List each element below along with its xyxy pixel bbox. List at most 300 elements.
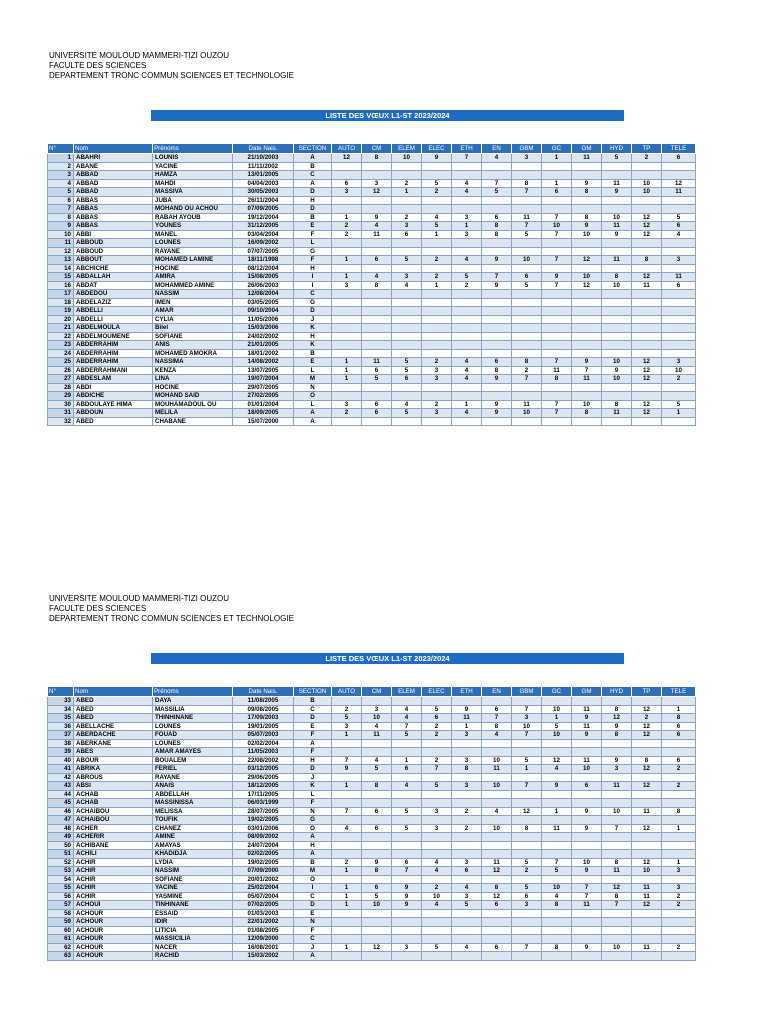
- cell-auto: [332, 833, 362, 842]
- cell-last-name: ACHIR: [74, 892, 153, 901]
- cell-section: I: [294, 884, 332, 893]
- cell-eth: [452, 935, 482, 944]
- cell-cm: 11: [362, 230, 392, 239]
- cell-gc: 11: [542, 366, 572, 375]
- cell-hyd: [602, 162, 632, 171]
- cell-hyd: 7: [602, 901, 632, 910]
- cell-index: 19: [48, 307, 74, 316]
- cell-hyd: 10: [602, 358, 632, 367]
- cell-eth: [452, 417, 482, 426]
- cell-first-name: KENZA: [153, 366, 233, 375]
- cell-gbm: [512, 332, 542, 341]
- cell-elec: 4: [422, 213, 452, 222]
- cell-gm: 9: [572, 222, 602, 231]
- cell-index: 7: [48, 205, 74, 214]
- table-row: [48, 417, 696, 426]
- cell-eth: [452, 341, 482, 350]
- cell-gc: [542, 341, 572, 350]
- cell-elem: [392, 315, 422, 324]
- cell-birth-date: 15/03/2002: [233, 952, 294, 961]
- cell-last-name: ABANE: [74, 162, 153, 171]
- cell-gc: [542, 196, 572, 205]
- cell-tele: 6: [662, 154, 696, 163]
- cell-last-name: ACHOUR: [74, 935, 153, 944]
- cell-section: L: [294, 239, 332, 248]
- cell-auto: [332, 332, 362, 341]
- cell-hyd: 11: [602, 256, 632, 265]
- cell-cm: 12: [362, 943, 392, 952]
- cell-eth: [452, 298, 482, 307]
- cell-auto: [332, 324, 362, 333]
- cell-birth-date: 22/01/2002: [233, 918, 294, 927]
- cell-eth: 3: [452, 892, 482, 901]
- column-header-elem: ELEM: [392, 144, 422, 154]
- cell-auto: [332, 417, 362, 426]
- cell-last-name: ACHIR: [74, 858, 153, 867]
- cell-first-name: IDIR: [153, 918, 233, 927]
- cell-en: [482, 349, 512, 358]
- cell-en: 7: [482, 714, 512, 723]
- cell-elec: 3: [422, 807, 452, 816]
- cell-tele: 12: [662, 179, 696, 188]
- cell-auto: [332, 307, 362, 316]
- cell-section: C: [294, 290, 332, 299]
- cell-elem: 9: [392, 892, 422, 901]
- cell-hyd: 8: [602, 273, 632, 282]
- cell-hyd: [602, 315, 632, 324]
- cell-index: 1: [48, 154, 74, 163]
- cell-gc: 8: [542, 901, 572, 910]
- wishes-table: [47, 686, 696, 961]
- cell-cm: [362, 926, 392, 935]
- cell-gm: [572, 247, 602, 256]
- cell-gm: [572, 417, 602, 426]
- cell-hyd: [602, 196, 632, 205]
- cell-gm: 8: [572, 409, 602, 418]
- cell-cm: 5: [362, 375, 392, 384]
- cell-tp: 12: [632, 230, 662, 239]
- cell-auto: [332, 816, 362, 825]
- cell-birth-date: 11/05/2003: [233, 748, 294, 757]
- cell-gbm: [512, 799, 542, 808]
- table-row: [48, 196, 696, 205]
- cell-gm: 6: [572, 782, 602, 791]
- cell-en: 9: [482, 409, 512, 418]
- cell-auto: [332, 935, 362, 944]
- cell-hyd: [602, 417, 632, 426]
- cell-elem: [392, 841, 422, 850]
- cell-gc: 10: [542, 731, 572, 740]
- cell-auto: 1: [332, 884, 362, 893]
- cell-tp: [632, 799, 662, 808]
- cell-cm: [362, 205, 392, 214]
- cell-section: D: [294, 765, 332, 774]
- cell-gc: [542, 349, 572, 358]
- cell-en: [482, 739, 512, 748]
- cell-gc: 8: [542, 375, 572, 384]
- cell-elem: 1: [392, 756, 422, 765]
- cell-tele: [662, 332, 696, 341]
- cell-gbm: [512, 349, 542, 358]
- cell-tele: 11: [662, 188, 696, 197]
- cell-first-name: MOHAMMED AMINE: [153, 281, 233, 290]
- cell-index: 57: [48, 901, 74, 910]
- cell-index: 18: [48, 298, 74, 307]
- cell-gc: 10: [542, 884, 572, 893]
- cell-first-name: YACINE: [153, 884, 233, 893]
- cell-first-name: AMINE: [153, 833, 233, 842]
- column-header-gbm: GBM: [512, 144, 542, 154]
- cell-tele: [662, 171, 696, 180]
- cell-gc: [542, 739, 572, 748]
- cell-birth-date: 25/02/2004: [233, 884, 294, 893]
- cell-tele: [662, 790, 696, 799]
- cell-last-name: ABBOUT: [74, 256, 153, 265]
- cell-hyd: [602, 833, 632, 842]
- cell-hyd: [602, 748, 632, 757]
- cell-eth: [452, 952, 482, 961]
- cell-cm: 8: [362, 782, 392, 791]
- cell-elec: 10: [422, 892, 452, 901]
- cell-auto: [332, 298, 362, 307]
- cell-eth: 1: [452, 722, 482, 731]
- cell-cm: [362, 816, 392, 825]
- cell-index: 26: [48, 366, 74, 375]
- cell-gm: [572, 298, 602, 307]
- cell-section: E: [294, 722, 332, 731]
- cell-auto: 1: [332, 366, 362, 375]
- cell-gc: [542, 315, 572, 324]
- cell-tp: 10: [632, 179, 662, 188]
- column-header-birth-date: Date Nais.: [233, 144, 294, 154]
- cell-eth: 6: [452, 867, 482, 876]
- cell-en: [482, 247, 512, 256]
- cell-cm: [362, 247, 392, 256]
- cell-elec: 5: [422, 179, 452, 188]
- cell-cm: [362, 392, 392, 401]
- cell-gc: 12: [542, 756, 572, 765]
- cell-index: 51: [48, 850, 74, 859]
- cell-eth: 8: [452, 765, 482, 774]
- cell-elem: 9: [392, 901, 422, 910]
- cell-elec: [422, 417, 452, 426]
- cell-eth: 2: [452, 807, 482, 816]
- cell-gm: [572, 739, 602, 748]
- cell-index: 31: [48, 409, 74, 418]
- cell-gc: [542, 875, 572, 884]
- cell-first-name: MAHDI: [153, 179, 233, 188]
- cell-cm: [362, 748, 392, 757]
- cell-en: 4: [482, 731, 512, 740]
- cell-tele: [662, 264, 696, 273]
- cell-gc: 1: [542, 714, 572, 723]
- column-header-gc: GC: [542, 687, 572, 697]
- cell-elem: [392, 383, 422, 392]
- cell-first-name: RABAH AYOUB: [153, 213, 233, 222]
- cell-eth: 1: [452, 400, 482, 409]
- cell-gc: [542, 773, 572, 782]
- cell-gm: [572, 875, 602, 884]
- cell-gbm: 7: [512, 705, 542, 714]
- cell-gbm: 7: [512, 375, 542, 384]
- cell-cm: [362, 162, 392, 171]
- cell-birth-date: 03/01/2006: [233, 824, 294, 833]
- cell-elem: 7: [392, 867, 422, 876]
- cell-gbm: 12: [512, 807, 542, 816]
- cell-elec: 7: [422, 765, 452, 774]
- cell-cm: [362, 918, 392, 927]
- cell-index: 11: [48, 239, 74, 248]
- cell-eth: [452, 773, 482, 782]
- cell-hyd: 7: [602, 824, 632, 833]
- cell-en: 9: [482, 281, 512, 290]
- cell-auto: 1: [332, 943, 362, 952]
- cell-en: 5: [482, 188, 512, 197]
- column-header-eth: ETH: [452, 687, 482, 697]
- cell-cm: [362, 417, 392, 426]
- cell-elec: [422, 790, 452, 799]
- cell-gbm: 7: [512, 188, 542, 197]
- cell-gm: 10: [572, 400, 602, 409]
- cell-elec: 3: [422, 824, 452, 833]
- column-header-gc: GC: [542, 144, 572, 154]
- cell-gbm: [512, 162, 542, 171]
- cell-elem: 10: [392, 154, 422, 163]
- cell-cm: 6: [362, 409, 392, 418]
- cell-index: 34: [48, 705, 74, 714]
- cell-last-name: ABBAD: [74, 171, 153, 180]
- cell-index: 61: [48, 935, 74, 944]
- cell-birth-date: 18/01/2002: [233, 349, 294, 358]
- cell-tele: 2: [662, 782, 696, 791]
- cell-gm: 9: [572, 358, 602, 367]
- cell-auto: 7: [332, 756, 362, 765]
- cell-elec: [422, 799, 452, 808]
- cell-birth-date: 22/08/2002: [233, 756, 294, 765]
- cell-eth: [452, 383, 482, 392]
- table-row: [48, 807, 696, 816]
- cell-auto: [332, 205, 362, 214]
- table-row: [48, 222, 696, 231]
- cell-first-name: MASSICILIA: [153, 935, 233, 944]
- cell-elec: [422, 383, 452, 392]
- cell-birth-date: 19/07/2004: [233, 375, 294, 384]
- cell-index: 60: [48, 926, 74, 935]
- cell-elem: 3: [392, 222, 422, 231]
- cell-last-name: ABDAT: [74, 281, 153, 290]
- cell-elem: [392, 918, 422, 927]
- table-row: [48, 943, 696, 952]
- cell-elec: 1: [422, 230, 452, 239]
- cell-last-name: ABDI: [74, 383, 153, 392]
- cell-birth-date: 11/08/2005: [233, 697, 294, 706]
- cell-elec: 2: [422, 256, 452, 265]
- cell-gbm: [512, 739, 542, 748]
- cell-birth-date: 12/08/2004: [233, 290, 294, 299]
- cell-birth-date: 13/01/2005: [233, 171, 294, 180]
- cell-index: 28: [48, 383, 74, 392]
- column-header-index: N°: [48, 144, 74, 154]
- cell-gc: 10: [542, 705, 572, 714]
- cell-tp: [632, 816, 662, 825]
- cell-elec: 4: [422, 867, 452, 876]
- table-row: [48, 714, 696, 723]
- cell-gc: 7: [542, 358, 572, 367]
- cell-section: H: [294, 756, 332, 765]
- cell-last-name: ABBAD: [74, 179, 153, 188]
- cell-en: [482, 341, 512, 350]
- cell-section: L: [294, 790, 332, 799]
- cell-section: N: [294, 383, 332, 392]
- cell-gm: 10: [572, 858, 602, 867]
- cell-gc: [542, 816, 572, 825]
- cell-first-name: MASSINISSA: [153, 799, 233, 808]
- cell-tele: 3: [662, 256, 696, 265]
- cell-auto: 1: [332, 901, 362, 910]
- cell-tp: [632, 239, 662, 248]
- cell-gc: 10: [542, 222, 572, 231]
- cell-gbm: [512, 290, 542, 299]
- cell-index: 32: [48, 417, 74, 426]
- document-header: [49, 594, 294, 624]
- table-row: [48, 349, 696, 358]
- cell-birth-date: 24/07/2004: [233, 841, 294, 850]
- cell-elem: [392, 392, 422, 401]
- cell-gbm: 2: [512, 366, 542, 375]
- cell-tp: 8: [632, 256, 662, 265]
- cell-gbm: 11: [512, 400, 542, 409]
- cell-last-name: ABDELMOULA: [74, 324, 153, 333]
- cell-tele: [662, 850, 696, 859]
- cell-en: 8: [482, 366, 512, 375]
- cell-gm: [572, 290, 602, 299]
- cell-first-name: CHABANE: [153, 417, 233, 426]
- cell-elec: 2: [422, 188, 452, 197]
- cell-gc: 5: [542, 722, 572, 731]
- cell-gbm: 1: [512, 765, 542, 774]
- cell-eth: [452, 850, 482, 859]
- cell-gbm: [512, 247, 542, 256]
- column-header-en: EN: [482, 144, 512, 154]
- cell-index: 59: [48, 918, 74, 927]
- cell-index: 22: [48, 332, 74, 341]
- table-row: [48, 748, 696, 757]
- cell-index: 43: [48, 782, 74, 791]
- cell-tele: [662, 392, 696, 401]
- cell-hyd: 9: [602, 722, 632, 731]
- cell-tp: [632, 341, 662, 350]
- cell-section: M: [294, 867, 332, 876]
- cell-birth-date: 19/02/2005: [233, 858, 294, 867]
- cell-cm: [362, 697, 392, 706]
- cell-eth: 4: [452, 179, 482, 188]
- cell-tp: [632, 909, 662, 918]
- cell-first-name: NACER: [153, 943, 233, 952]
- cell-birth-date: 19/01/2005: [233, 722, 294, 731]
- cell-tele: [662, 307, 696, 316]
- cell-elem: 6: [392, 765, 422, 774]
- cell-cm: [362, 341, 392, 350]
- cell-hyd: [602, 324, 632, 333]
- cell-tp: [632, 324, 662, 333]
- cell-last-name: ABES: [74, 748, 153, 757]
- cell-index: 23: [48, 341, 74, 350]
- cell-gc: 1: [542, 179, 572, 188]
- cell-gm: 8: [572, 213, 602, 222]
- cell-last-name: ACHER: [74, 824, 153, 833]
- cell-tp: [632, 918, 662, 927]
- cell-gc: 1: [542, 807, 572, 816]
- cell-hyd: 10: [602, 375, 632, 384]
- cell-gc: 9: [542, 273, 572, 282]
- cell-en: [482, 196, 512, 205]
- cell-gbm: [512, 816, 542, 825]
- cell-auto: 3: [332, 722, 362, 731]
- table-row: [48, 782, 696, 791]
- cell-birth-date: 08/09/2002: [233, 833, 294, 842]
- cell-gc: 7: [542, 213, 572, 222]
- cell-elec: [422, 773, 452, 782]
- cell-elec: 2: [422, 722, 452, 731]
- cell-gm: [572, 833, 602, 842]
- cell-first-name: TOUFIK: [153, 816, 233, 825]
- cell-section: A: [294, 833, 332, 842]
- column-header-section: SECTION: [294, 687, 332, 697]
- cell-section: O: [294, 392, 332, 401]
- cell-section: E: [294, 358, 332, 367]
- cell-auto: 1: [332, 867, 362, 876]
- cell-tp: 10: [632, 188, 662, 197]
- cell-elec: 2: [422, 273, 452, 282]
- cell-cm: 6: [362, 824, 392, 833]
- table-row: [48, 892, 696, 901]
- cell-hyd: [602, 332, 632, 341]
- cell-tp: [632, 392, 662, 401]
- cell-gbm: 5: [512, 858, 542, 867]
- cell-index: 45: [48, 799, 74, 808]
- cell-section: K: [294, 324, 332, 333]
- cell-gm: [572, 332, 602, 341]
- cell-last-name: ABDELMOUMENE: [74, 332, 153, 341]
- cell-eth: 4: [452, 943, 482, 952]
- cell-last-name: ACHIR: [74, 867, 153, 876]
- cell-elem: [392, 850, 422, 859]
- table-row: [48, 332, 696, 341]
- cell-tp: 12: [632, 782, 662, 791]
- cell-index: 8: [48, 213, 74, 222]
- cell-gc: [542, 417, 572, 426]
- cell-tp: 12: [632, 213, 662, 222]
- table-row: [48, 722, 696, 731]
- cell-elec: [422, 697, 452, 706]
- cell-cm: [362, 315, 392, 324]
- cell-elem: 7: [392, 722, 422, 731]
- cell-section: I: [294, 281, 332, 290]
- cell-eth: 4: [452, 358, 482, 367]
- cell-en: [482, 875, 512, 884]
- cell-hyd: [602, 697, 632, 706]
- cell-en: 10: [482, 824, 512, 833]
- table-row: [48, 799, 696, 808]
- cell-section: E: [294, 222, 332, 231]
- cell-en: 7: [482, 179, 512, 188]
- cell-tp: [632, 935, 662, 944]
- cell-gm: 7: [572, 892, 602, 901]
- cell-birth-date: 07/02/2005: [233, 901, 294, 910]
- cell-index: 50: [48, 841, 74, 850]
- cell-en: [482, 239, 512, 248]
- cell-eth: 5: [452, 901, 482, 910]
